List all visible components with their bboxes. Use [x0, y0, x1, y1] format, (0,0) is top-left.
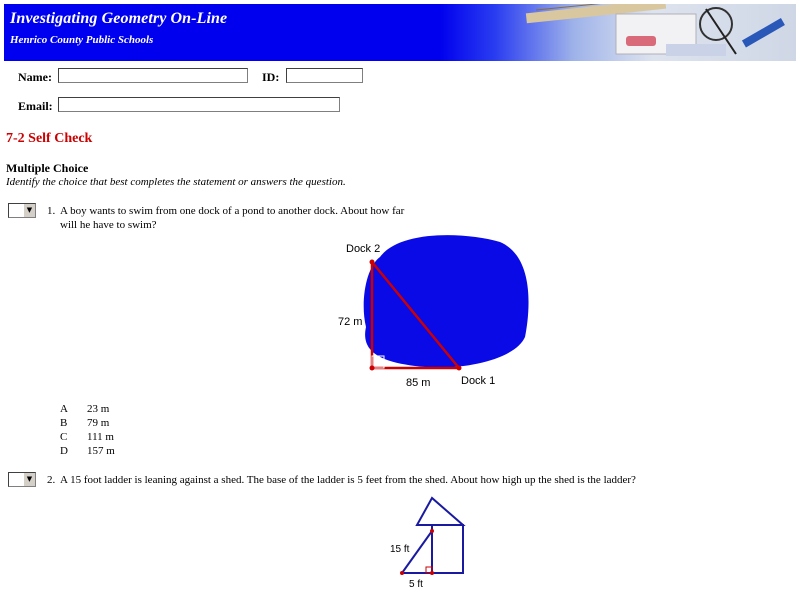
dock2-label: Dock 2 [346, 243, 381, 255]
base-length-label: 5 ft [409, 579, 423, 590]
email-label: Email: [18, 99, 53, 113]
site-subtitle: Henrico County Public Schools [10, 34, 154, 46]
chevron-down-icon[interactable]: ▼ [23, 204, 35, 217]
choice-c-value: 111 m [87, 431, 114, 443]
chevron-down-icon[interactable]: ▼ [23, 473, 35, 486]
shed-roof [417, 498, 463, 525]
pond-diagram [330, 232, 540, 397]
name-input[interactable] [58, 68, 248, 83]
choice-c-letter: C [60, 431, 68, 443]
choice-b-letter: B [60, 417, 68, 429]
dock1-label: Dock 1 [461, 375, 496, 387]
header-banner [4, 4, 796, 61]
site-title: Investigating Geometry On-Line [10, 10, 228, 27]
ladder-shed-diagram [385, 494, 485, 594]
horizontal-side-label: 85 m [406, 377, 431, 389]
email-input[interactable] [58, 97, 340, 112]
id-label: ID: [262, 70, 280, 84]
choice-d-letter: D [60, 445, 68, 457]
multiple-choice-heading: Multiple Choice [6, 161, 89, 175]
question-text-2: A 15 foot ladder is leaning against a shed. The base of the ladder is 5 feet from the shed. About how high up the shed is the ladder? [60, 474, 636, 486]
question-text-1a: A boy wants to swim from one dock of a pond to another dock. About how far [60, 205, 405, 217]
answer-select-2[interactable] [8, 472, 36, 487]
ladder-length-label: 15 ft [390, 544, 410, 555]
choice-a-letter: A [60, 403, 68, 415]
name-label: Name: [18, 70, 52, 84]
question-text-1b: will he have to swim? [60, 219, 157, 231]
instructions-text: Identify the choice that best completes the statement or answers the question. [6, 176, 346, 188]
geometry-tools-image [466, 4, 796, 61]
id-input[interactable] [286, 68, 363, 83]
choice-d-value: 157 m [87, 445, 115, 457]
page-title: 7-2 Self Check [6, 131, 93, 146]
question-number-2: 2. [47, 474, 56, 486]
choice-b-value: 79 m [87, 417, 110, 429]
pond-shape [364, 235, 529, 367]
choice-a-value: 23 m [87, 403, 110, 415]
question-number-1: 1. [47, 205, 56, 217]
vertical-side-label: 72 m [338, 316, 363, 328]
shed-body [432, 525, 463, 573]
answer-select-1[interactable] [8, 203, 36, 218]
